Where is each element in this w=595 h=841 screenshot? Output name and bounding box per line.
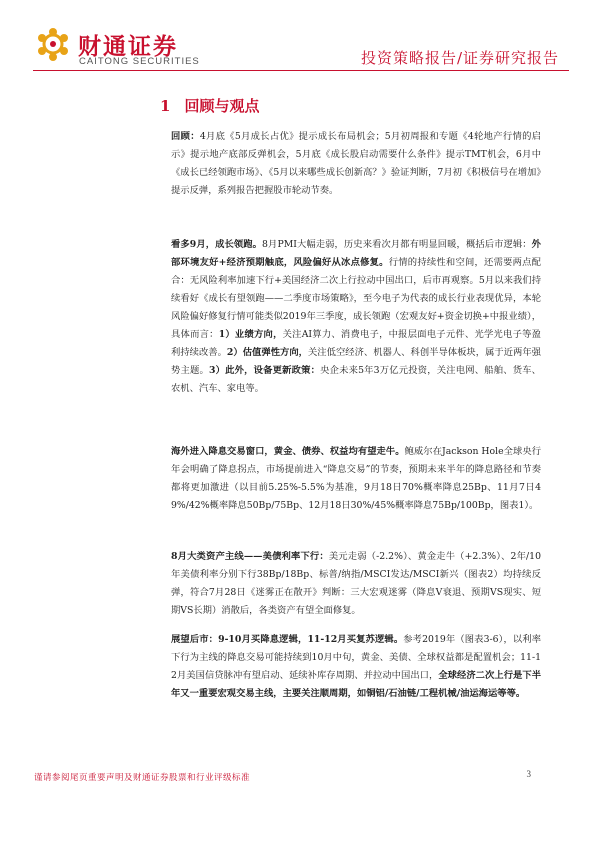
paragraph-rate-cut-window	[171, 443, 541, 515]
paragraph-market-outlook	[171, 631, 541, 703]
paragraph-text: 关注AI算力、消费电子，中报层面电子元件、光学光电子等盈利持续改善。	[171, 329, 541, 358]
paragraph-august-assets	[171, 548, 541, 620]
paragraph-text: 行情的持续性和空间，还需要两点配合：无风险利率加速下行+美国经济二次上行拉动中国出口，后市再观察。5月以来我们持续看好《成长有望领跑——二季度市场策略》，至今电子为代表的成长行业表现优异，本轮风险偏好修复行情可能类似2019年三季度，成长领跑（宏观友好+资金切换+中报业绩），具体而言：	[171, 257, 541, 340]
paragraph-outlook-september	[171, 236, 541, 398]
page-header	[0, 0, 595, 90]
paragraph-text: 央企未来5年3万亿元投资，关注电网、船舶、货车、农机、汽车、家电等。	[171, 365, 541, 394]
page-number: 3	[526, 769, 531, 779]
paragraph-text: 鲍威尔在Jackson Hole全球央行年会明确了降息拐点，市场提前进入“降息交易”的节奏，预期未来半年的降息路径和节奏都将更加激进（以目前5.25%-5.5%为基准，9月18日70%概率降息25Bp、11月7日49%/42%概率降息50Bp/75Bp、12月18日30%/45%概率降息75Bp/100Bp，图表1）。	[171, 446, 541, 511]
report-type-title: 投资策略报告/证券研究报告	[360, 49, 559, 67]
section-title: 回顾与观点	[184, 97, 260, 115]
disclaimer-note: 谨请参阅尾页重要声明及财通证券股票和行业评级标准	[34, 773, 251, 783]
paragraph-emphasis: 全球经济二次上行是下半年又一重要宏观交易主线，主要关注顺周期，如铜铝/石油链/工程机械/油运海运等等。	[171, 670, 541, 699]
header-divider	[33, 70, 569, 71]
paragraph-emphasis: 2）估值弹性方向，	[226, 347, 308, 358]
paragraph-emphasis: 1）业绩方向，	[218, 329, 283, 340]
paragraph-lead: 回顾：	[171, 131, 200, 142]
paragraph-lead: 8月大类资产主线——美债利率下行：	[171, 551, 329, 562]
caitong-logo-icon	[33, 26, 73, 62]
paragraph-text: 参考2019年（图表3-6），以利率下行为主线的降息交易可能持续到10月中旬，黄金、美债、全球权益都是配置机会；11-12月美国信贷脉冲有望启动、延续补库存周期、并拉动中国出口，	[171, 634, 542, 681]
paragraph-review	[171, 128, 541, 200]
paragraph-text: 4月底《5月成长占优》提示成长布局机会；5月初周报和专题《4轮地产行情的启示》提示地产底部反弹机会，5月底《成长股启动需要什么条件》提示TMT机会，6月中《成长已经领跑市场》、《5月以来哪些成长创新高？》验证判断，7月初《积极信号在增加》提示反弹，系列报告把握股市轮动节奏。	[171, 131, 541, 196]
section-number: 1	[160, 97, 171, 115]
section-heading	[160, 95, 259, 116]
brand-name-english: CAITONG SECURITIES	[79, 56, 200, 67]
paragraph-lead: 海外进入降息交易窗口，黄金、债券、权益均有望走牛。	[171, 446, 405, 457]
paragraph-emphasis: 3）此外，设备更新政策：	[208, 365, 321, 376]
paragraph-text: 美元走弱（-2.2%）、黄金走牛（+2.3%）、2年/10年美债利率分别下行38Bp/18Bp、标普/纳指/MSCI发达/MSCI新兴（图表2）均持续反弹，符合7月28日《迷雾正在散开》判断：三大宏观迷雾（降息V衰退、预期VS现实、短期VS长期）消散后，各类资产有望全面修复。	[171, 551, 541, 616]
paragraph-lead: 展望后市：9-10月买降息逻辑，11-12月买复苏逻辑。	[171, 634, 404, 645]
paragraph-text: 8月PMI大幅走弱，历史来看次月都有明显回暖，概括后市逻辑：	[262, 239, 532, 250]
paragraph-emphasis: 外部环境友好+经济预期触底，风险偏好从冰点修复。	[171, 239, 541, 268]
paragraph-text: 关注低空经济、机器人、科创半导体板块，属于近两年强势主题。	[171, 347, 541, 376]
brand-name: 财通证券	[78, 33, 178, 60]
paragraph-lead: 看多9月，成长领跑。	[171, 239, 263, 250]
